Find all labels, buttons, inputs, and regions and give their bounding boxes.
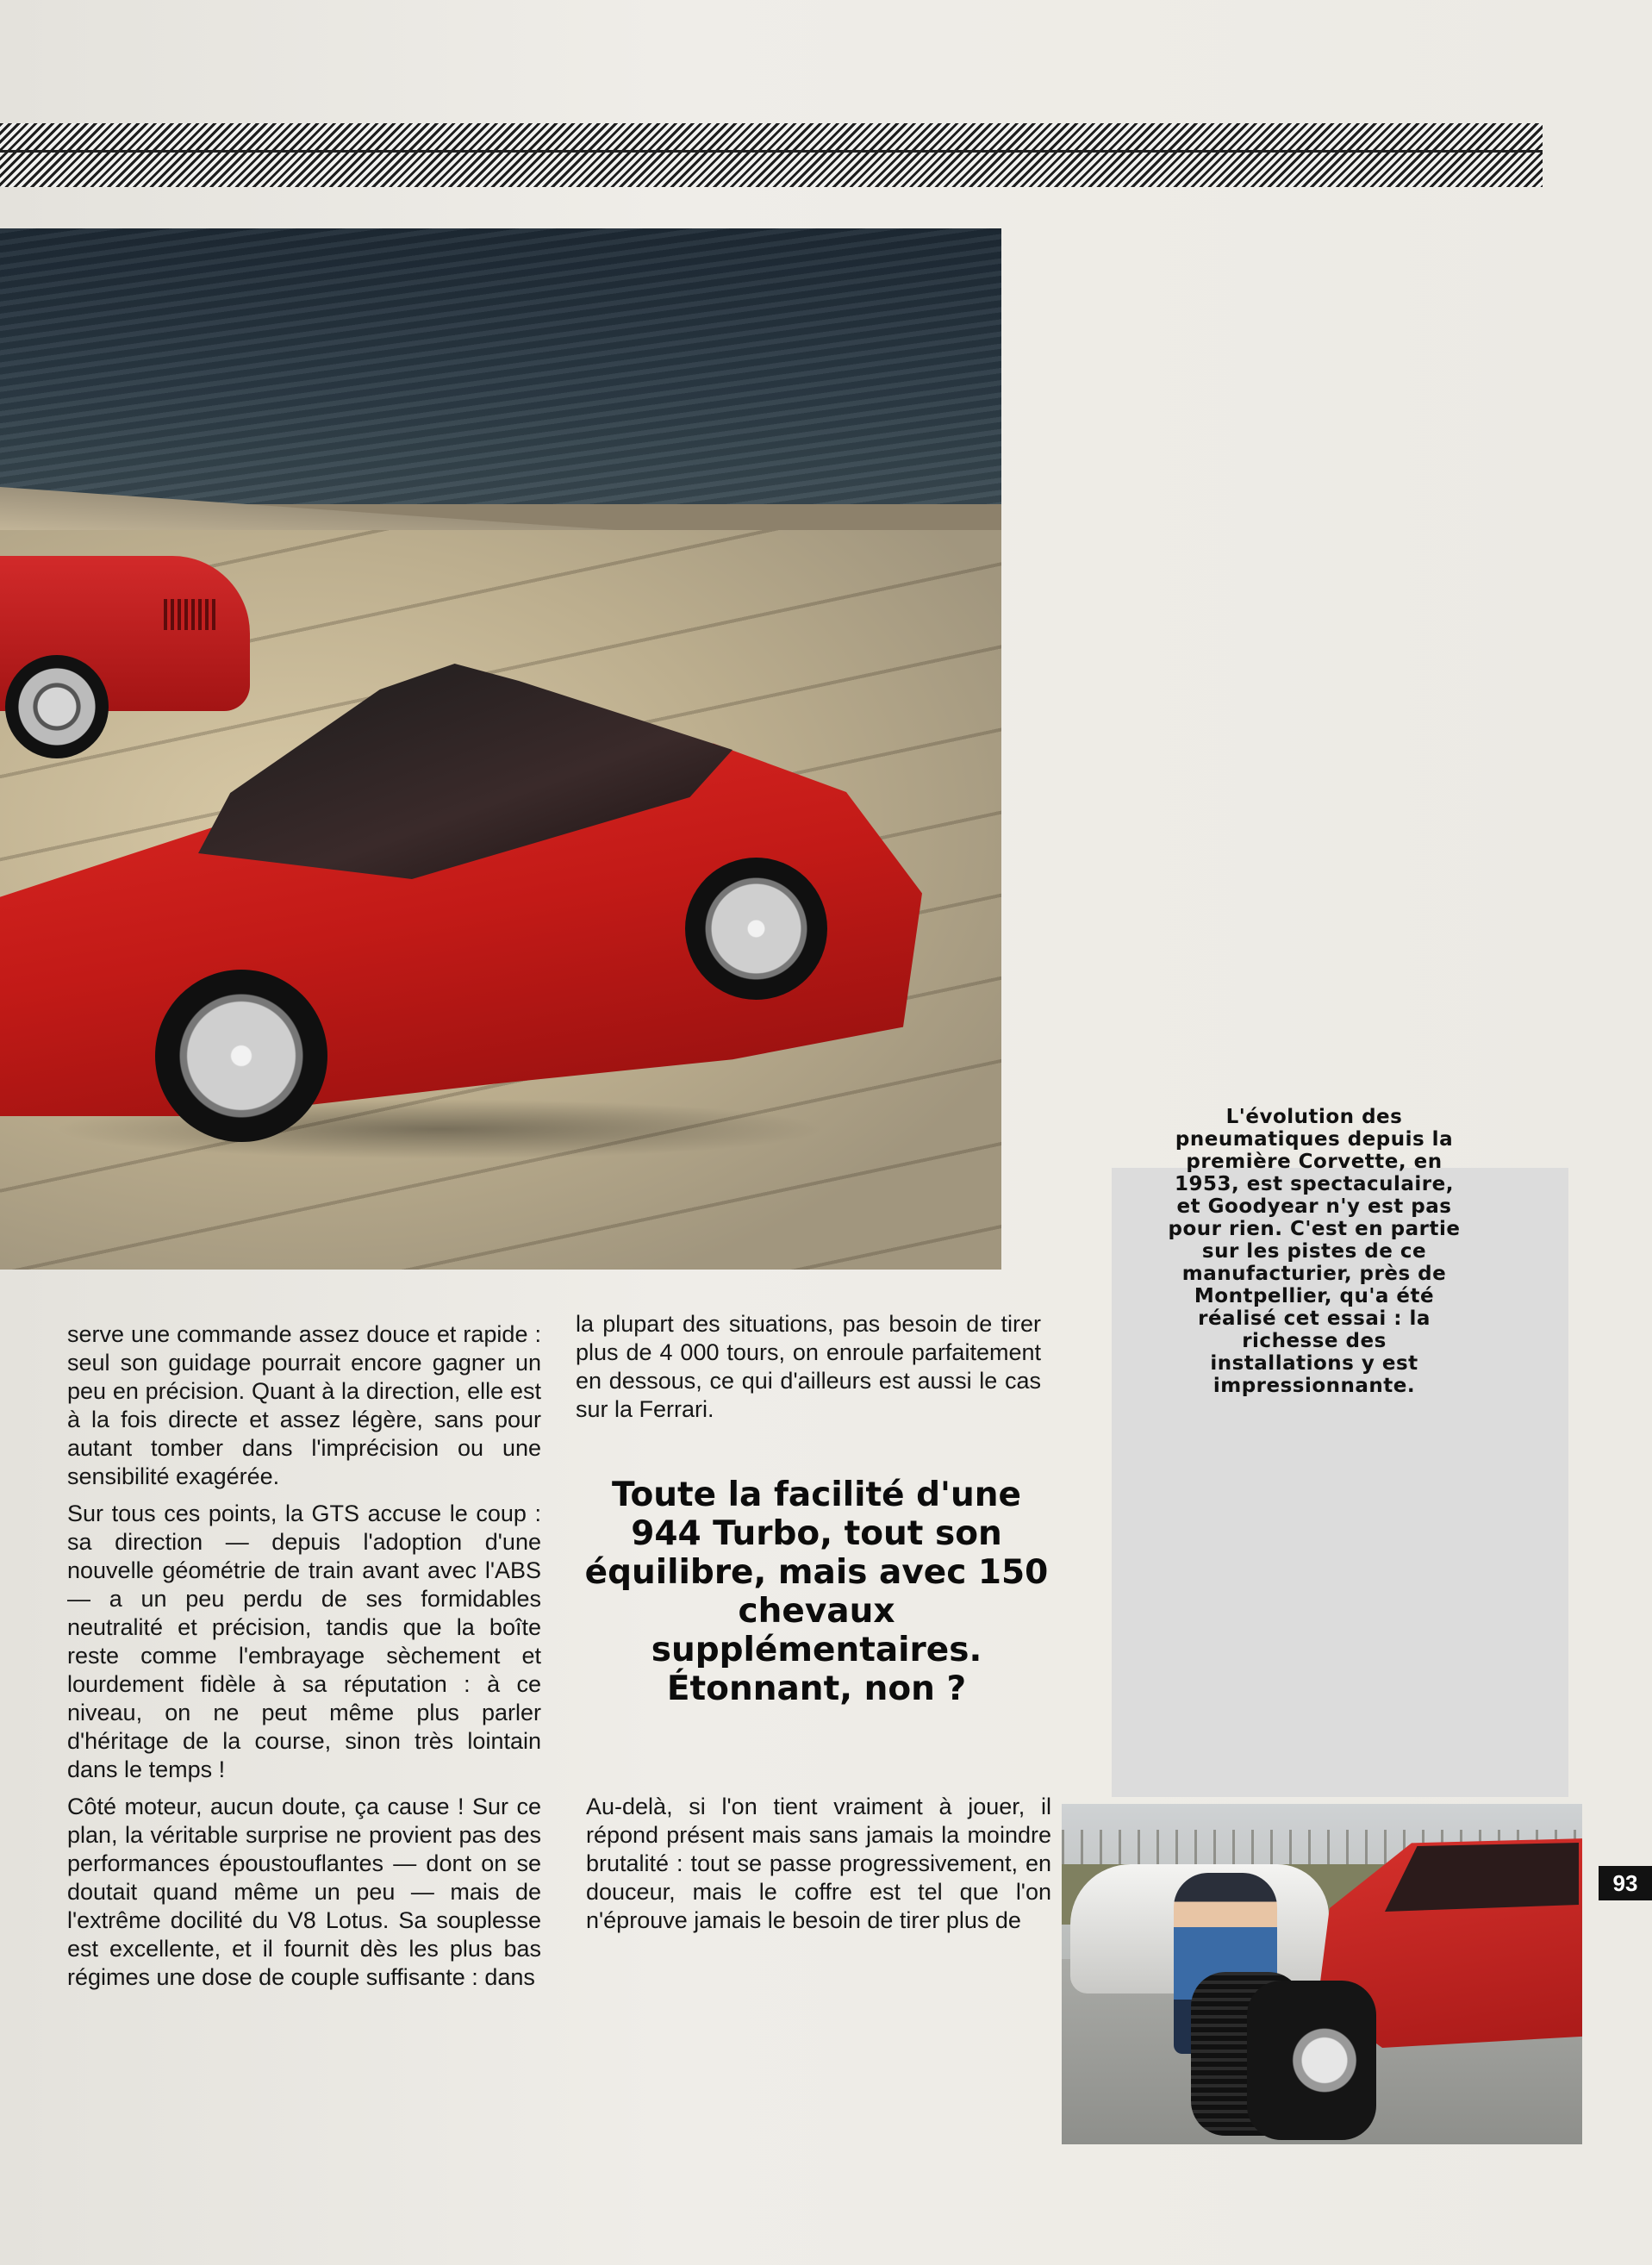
header-hatched-band (0, 123, 1543, 187)
photo-ferrari-vent (164, 599, 215, 630)
left-paragraph-3: Côté moteur, aucun doute, ça cause ! Sur ce plan, la véritable surprise ne provient pas des performances époustouflantes — dont on se doutait quand même un peu — mais de l'extrême docilité du V8 Lotus. Sa souplesse est excellente, et il fournit dès les plus bas régimes une dose de couple suffisante : dans (67, 1794, 541, 1990)
photo-sea (0, 228, 1001, 504)
middle-paragraph-top: la plupart des situations, pas besoin de tirer plus de 4 000 tours, on enroule parfaitement en dessous, ce qui d'ailleurs est aussi le cas sur la Ferrari. (576, 1311, 1041, 1422)
left-paragraph-1: serve une commande assez douce et rapide : seul son guidage pourrait encore gagner un peu en précision. Quant à la direction, elle est à la fois directe et assez légère, sans pour autant tomber dans l'imprécision ou une sensibilité exagérée. (67, 1321, 541, 1489)
tire-photo (1062, 1804, 1582, 2144)
photo-corvette-front-wheel (155, 970, 327, 1142)
middle-text-bottom (586, 1793, 1051, 1944)
photo-ferrari-wheel (5, 655, 109, 758)
tire-photo-tire-wheel (1247, 1981, 1376, 2140)
photo-corvette-rear-wheel (685, 858, 827, 1000)
middle-text-top (576, 1310, 1041, 1432)
photo-caption: L'évolution des pneumatiques depuis la première Corvette, en 1953, est spectaculaire, et Goodyear n'y est pas pour rien. C'est en partie sur les pistes de ce manufacturier, près de Montpellier, qu'a été réalisé cet essai : la richesse des installations y est impressionnante. (1168, 1106, 1461, 1397)
page-number: 93 (1599, 1866, 1652, 1900)
left-text-column (67, 1320, 541, 2000)
pull-quote: Toute la facilité d'une 944 Turbo, tout son équilibre, mais avec 150 chevaux supplémentaires. Étonnant, non ? (584, 1476, 1049, 1708)
left-paragraph-2: Sur tous ces points, la GTS accuse le coup : sa direction — depuis l'adoption d'une nouvelle géométrie de train avant avec l'ABS — a un peu perdu de ses formidables neutralité et précision, tandis que la boîte reste comme l'embrayage sèchement et lourdement fidèle à sa réputation : à ce niveau, on ne peut même plus parler d'héritage de la course, sinon très lointain dans le temps ! (67, 1501, 541, 1782)
main-photo-corvette-ferrari (0, 228, 1001, 1270)
middle-paragraph-bottom: Au-delà, si l'on tient vraiment à jouer, il répond présent mais sans jamais la moindre brutalité : tout se passe progressivement, en douceur, mais le coffre est tel que l'on n'éprouve jamais le besoin de tirer plus de (586, 1794, 1051, 1933)
